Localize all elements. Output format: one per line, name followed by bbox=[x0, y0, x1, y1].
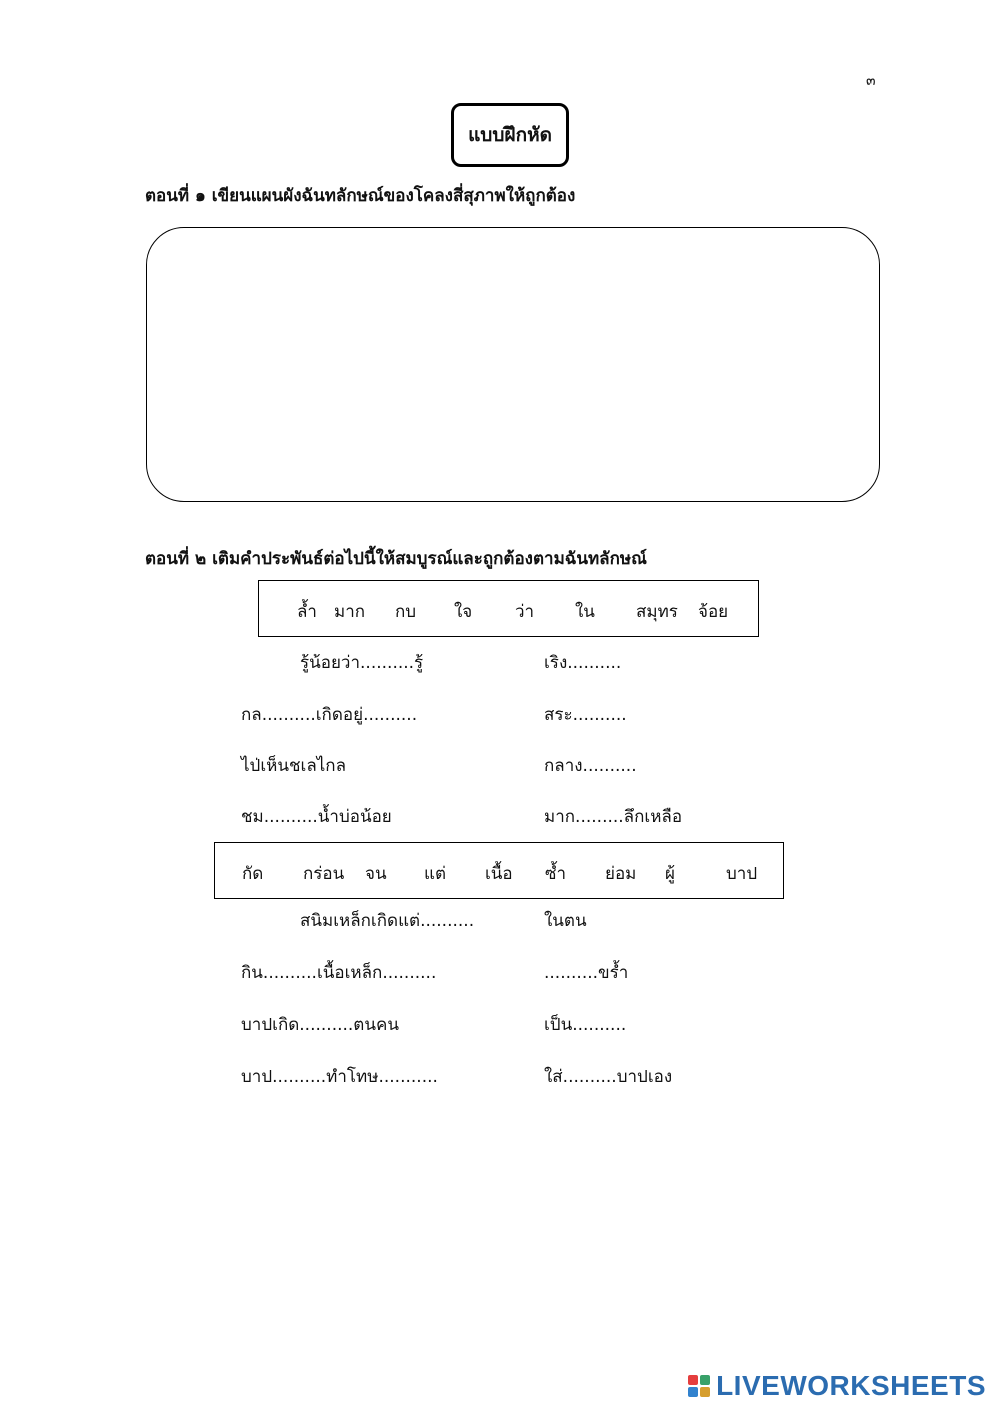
word-bank-item: เนื้อ bbox=[485, 864, 513, 884]
poem1-line1-right[interactable]: เริง.......... bbox=[544, 653, 622, 673]
brand-name: LIVEWORKSHEETS bbox=[716, 1370, 986, 1401]
word-bank-item: ใจ bbox=[454, 602, 473, 622]
poem2-line2-left[interactable]: กิน..........เนื้อเหล็ก.......... bbox=[241, 963, 437, 983]
poem1-line3-right[interactable]: กลาง.......... bbox=[544, 756, 637, 776]
word-bank-item: จน bbox=[365, 864, 387, 884]
word-bank-item: มาก bbox=[334, 602, 366, 622]
word-bank-item: บาป bbox=[726, 864, 758, 884]
word-bank-item: ย่อม bbox=[605, 864, 637, 884]
word-bank-item: ซ้ำ bbox=[545, 864, 567, 884]
word-bank-item: ว่า bbox=[515, 602, 535, 622]
word-bank-1 bbox=[258, 580, 759, 637]
liveworksheets-logo-icon bbox=[688, 1375, 710, 1397]
poem1-line4-left[interactable]: ชม..........น้ำบ่อน้อย bbox=[241, 807, 392, 827]
poem2-line2-right[interactable]: ..........ขร้ำ bbox=[544, 963, 629, 983]
part1-heading: ตอนที่ ๑ เขียนแผนผังฉันทลักษณ์ของโคลงสี่สุภาพให้ถูกต้อง bbox=[145, 186, 576, 206]
worksheet-title-text: แบบฝึกหัด bbox=[468, 124, 552, 146]
part2-heading: ตอนที่ ๒ เติมคำประพันธ์ต่อไปนี้ให้สมบูรณ์และถูกต้องตามฉันทลักษณ์ bbox=[145, 549, 647, 569]
poem2-line1-left[interactable]: สนิมเหล็กเกิดแต่.......... bbox=[300, 911, 475, 931]
poem1-line1-left[interactable]: รู้น้อยว่า..........รู้ bbox=[300, 653, 424, 673]
poem2-line4-left[interactable]: บาป..........ทำโทษ........... bbox=[241, 1067, 438, 1087]
word-bank-item: แต่ bbox=[424, 864, 446, 884]
poem1-line3-left: ไป่เห็นชเลไกล bbox=[241, 756, 347, 776]
poem1-line4-right[interactable]: มาก.........ลึกเหลือ bbox=[544, 807, 683, 827]
worksheet-title bbox=[451, 103, 569, 167]
word-bank-item: ใน bbox=[575, 602, 595, 622]
poem2-line3-left[interactable]: บาปเกิด..........ตนคน bbox=[241, 1015, 399, 1035]
word-bank-item: กร่อน bbox=[303, 864, 345, 884]
diagram-answer-area[interactable] bbox=[146, 227, 880, 502]
word-bank-item: กบ bbox=[395, 602, 417, 622]
word-bank-item: ล้ำ bbox=[297, 602, 317, 622]
page-number: ๓ bbox=[866, 73, 876, 89]
word-bank-2 bbox=[214, 842, 784, 899]
word-bank-item: สมุทร bbox=[636, 602, 678, 622]
word-bank-item: จ้อย bbox=[698, 602, 729, 622]
poem1-line2-left[interactable]: กล..........เกิดอยู่.......... bbox=[241, 705, 418, 725]
poem1-line2-right[interactable]: สระ.......... bbox=[544, 705, 627, 725]
word-bank-item: กัด bbox=[242, 864, 264, 884]
poem2-line1-right: ในตน bbox=[544, 911, 587, 931]
word-bank-item: ผู้ bbox=[665, 864, 675, 884]
liveworksheets-brand bbox=[688, 1370, 986, 1402]
poem2-line3-right[interactable]: เป็น.......... bbox=[544, 1015, 627, 1035]
poem2-line4-right[interactable]: ใส่..........บาปเอง bbox=[544, 1067, 673, 1087]
